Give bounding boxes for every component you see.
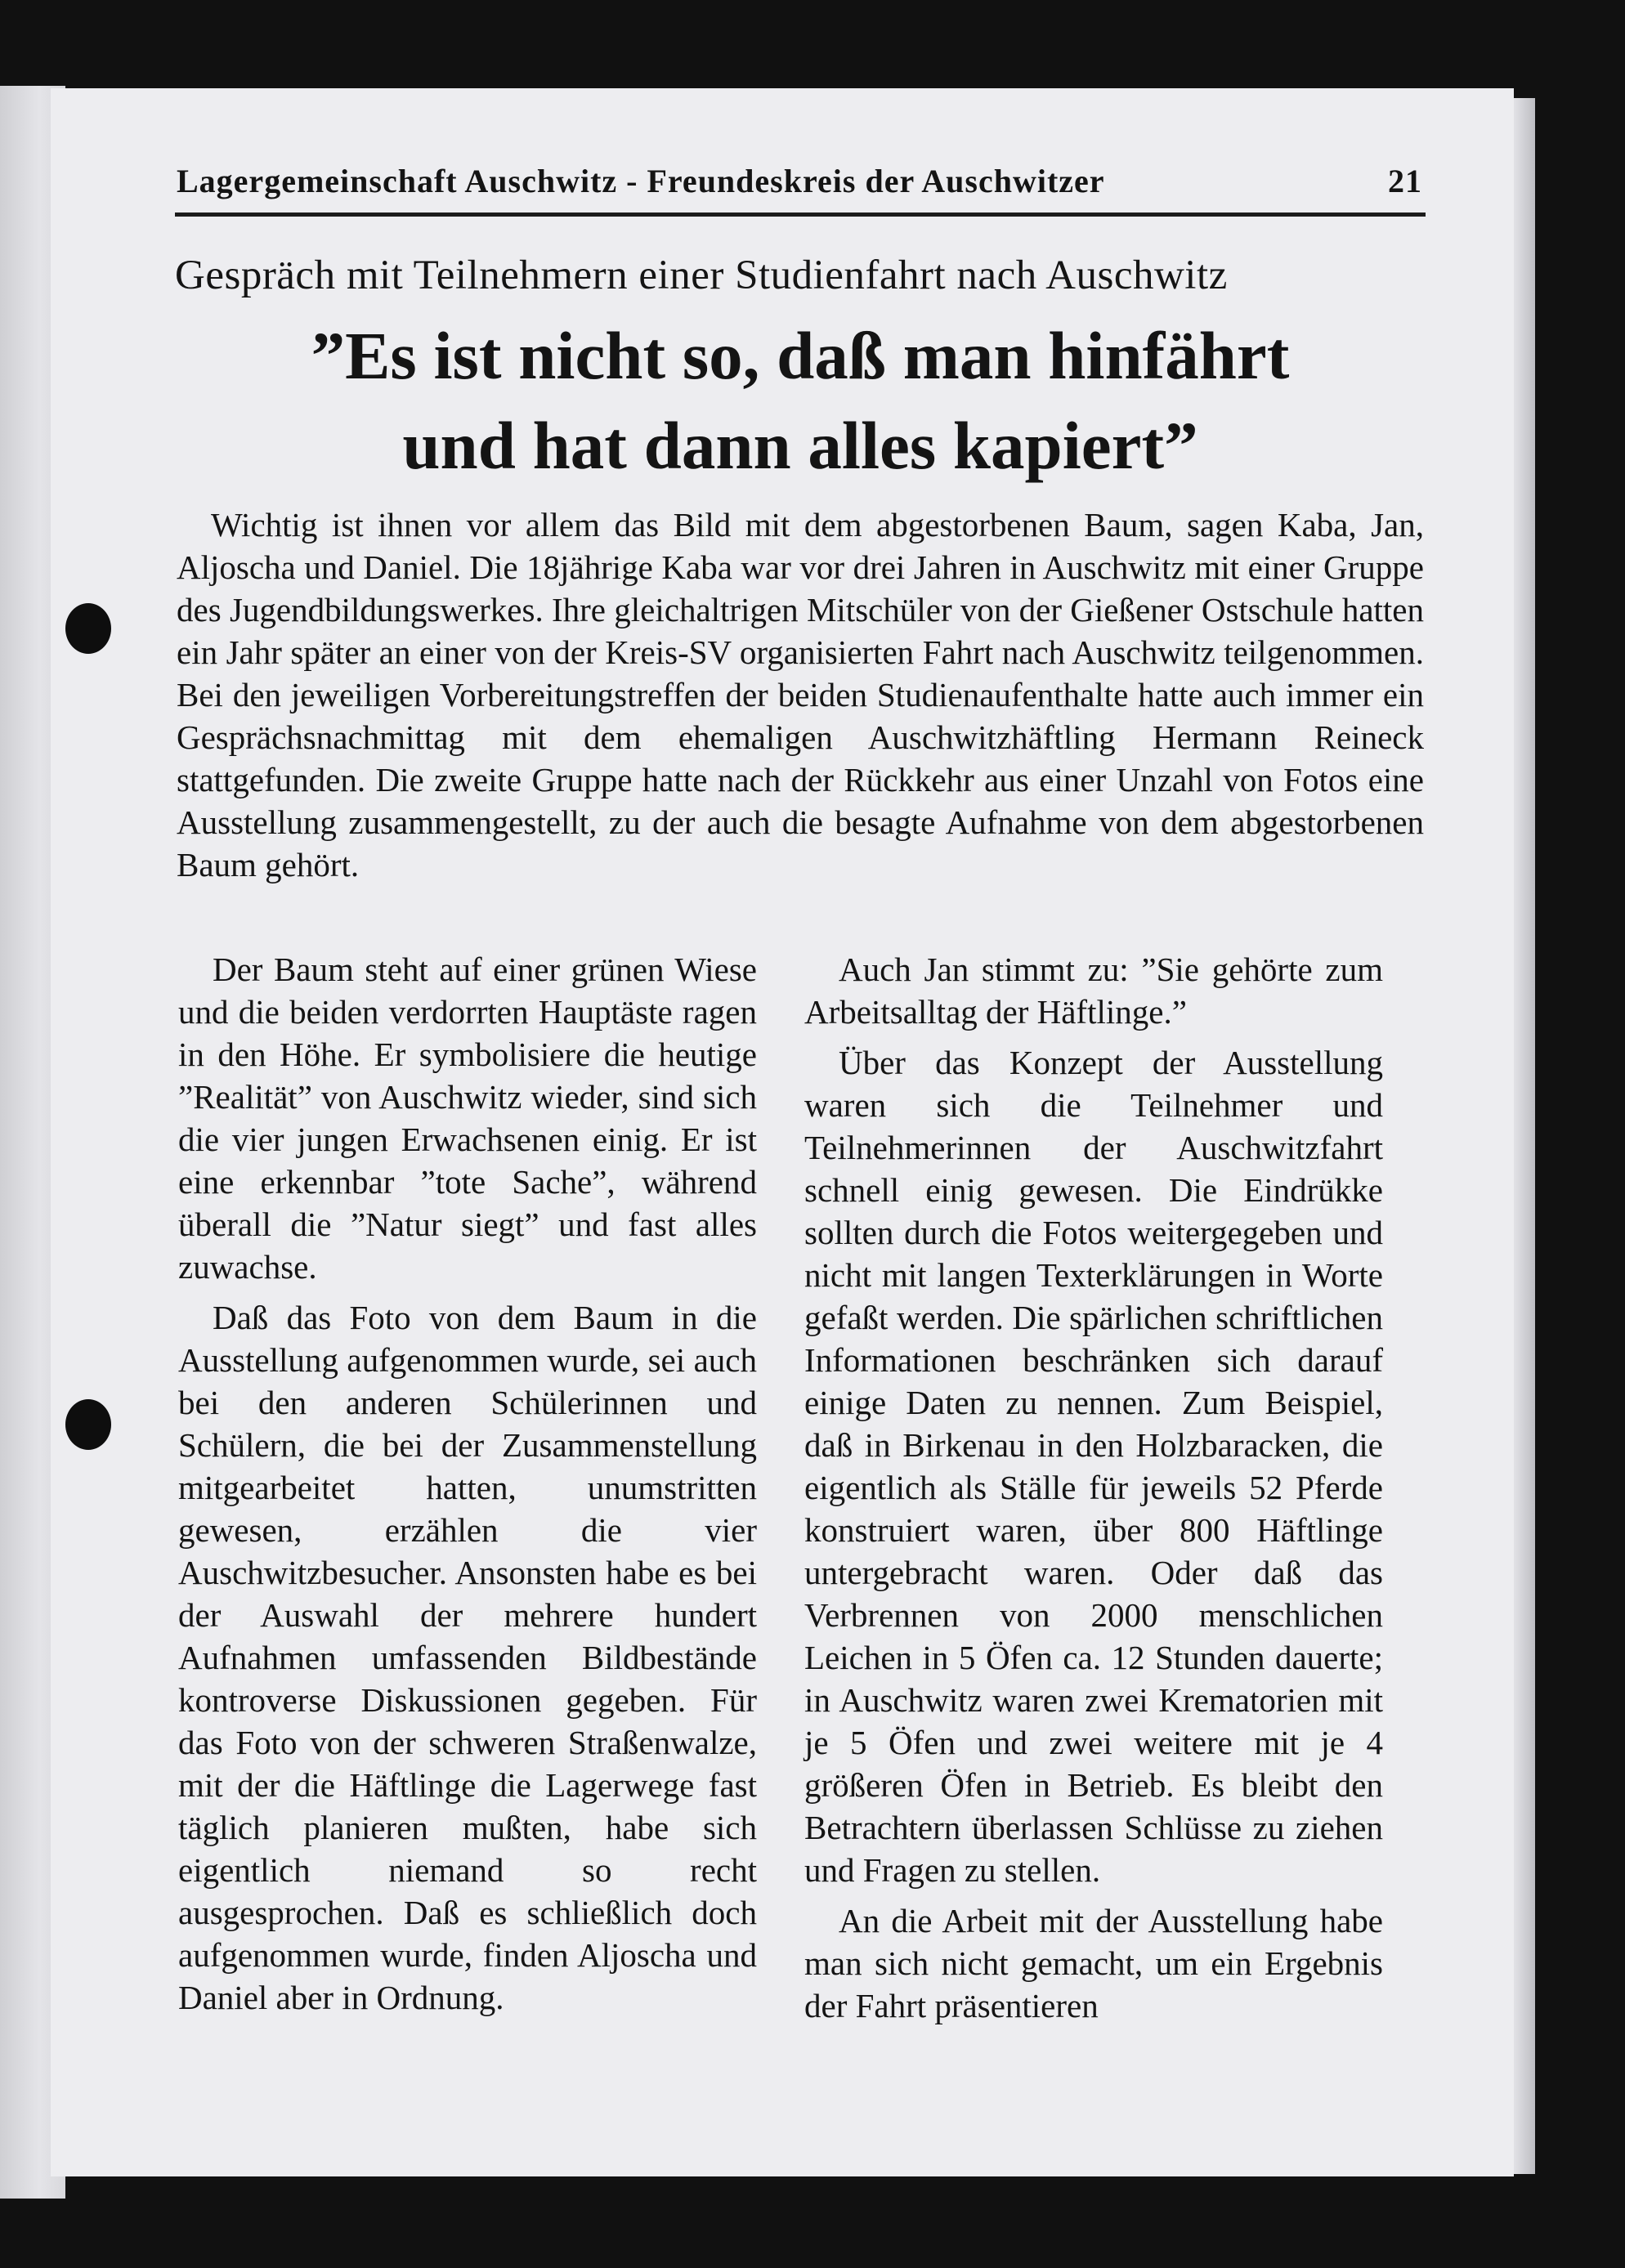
headline-line-2: und hat dann alles kapiert” — [402, 408, 1198, 483]
article-headline — [175, 311, 1426, 490]
paragraph: Daß das Foto von dem Baum in die Ausstellung aufgenommen wurde, sei auch bei den anderen Schülerinnen und Schülern, die bei der Zusammenstellung mitgearbeitet hatten, unumstritten gewesen, erzählen die vier Auschwitzbesucher. Ansonsten habe es bei der Auswahl der mehrere hundert Aufnahmen umfassenden Bildbestände kontroverse Diskussionen gegeben. Für das Foto von der schweren Straßenwalze, mit der die Häftlinge die Lagerwege fast täglich planieren mußten, habe sich eigentlich niemand so recht ausgesprochen. Daß es schließlich doch aufgenommen wurde, finden Aljoscha und Daniel aber in Ordnung. — [178, 1299, 757, 2016]
article-kicker: Gespräch mit Teilnehmern einer Studienfahrt nach Auschwitz — [175, 253, 1228, 298]
article-lead — [177, 503, 1424, 886]
paragraph: Der Baum steht auf einer grünen Wiese und die beiden verdorrten Hauptäste ragen in den Höhe. Er symbolisiere die heutige ”Realität” von Auschwitz wieder, sind sich die vier jungen Erwachsenen einig. Er ist eine erkennbar ”tote Sache”, während überall die ”Natur siegt” und fast alles zuwachse. — [178, 951, 757, 1286]
headline-line-1: ”Es ist nicht so, daß man hinfährt — [311, 318, 1290, 393]
lead-paragraph: Wichtig ist ihnen vor allem das Bild mit dem abgestorbenen Baum, sagen Kaba, Jan, Aljoscha und Daniel. Die 18jährige Kaba war vor drei Jahren in Auschwitz mit einer Gruppe des Jugendbildungswerkes. Ihre gleichaltrigen Mitschüler von der Gießener Ostschule hatten ein Jahr später an einer von der Kreis-SV organisierten Fahrt nach Auschwitz teilgenommen. Bei den jeweiligen Vorbereitungstreffen der beiden Studienaufenthalte hatte auch immer ein Gesprächsnachmittag mit dem ehemaligen Auschwitzhäftling Hermann Reineck stattgefunden. Die zweite Gruppe hatte nach der Rückkehr aus einer Unzahl von Fotos eine Ausstellung zusammengestellt, zu der auch die besagte Aufnahme von dem abgestorbenen Baum gehört. — [177, 506, 1424, 883]
running-head-title: Lagergemeinschaft Auschwitz - Freundeskreis der Auschwitzer — [177, 163, 1105, 199]
running-head — [177, 162, 1422, 200]
paragraph: Auch Jan stimmt zu: ”Sie gehörte zum Arbeitsalltag der Häftlinge.” — [804, 951, 1383, 1031]
punch-hole — [65, 1399, 111, 1450]
right-column — [804, 948, 1383, 2035]
paragraph: An die Arbeit mit der Ausstellung habe man sich nicht gemacht, um ein Ergebnis der Fahrt präsentieren — [804, 1902, 1383, 2024]
left-column — [178, 948, 757, 2027]
page-number: 21 — [1388, 163, 1422, 199]
paragraph: Über das Konzept der Ausstellung waren sich die Teilnehmer und Teilnehmerinnen der Auschwitzfahrt schnell einig gewesen. Die Eindrükke sollten durch die Fotos weitergegeben und nicht mit langen Texterklärungen in Worte gefaßt werden. Die spärlichen schriftlichen Informationen beschränken sich darauf einige Daten zu nennen. Zum Beispiel, daß in Birkenau in den Holzbaracken, die eigentlich als Ställe für jeweils 52 Pferde konstruiert waren, über 800 Häftlinge untergebracht waren. Oder daß das Verbrennen von 2000 menschlichen Leichen in 5 Öfen ca. 12 Stunden dauerte; in Auschwitz waren zwei Krematorien mit je 5 Öfen und zwei weitere mit je 4 größeren Öfen in Betrieb. Es bleibt den Betrachtern überlassen Schlüsse zu ziehen und Fragen zu stellen. — [804, 1044, 1383, 1889]
header-rule — [175, 212, 1426, 217]
page-edge — [1514, 98, 1535, 2174]
document-page — [51, 88, 1514, 2176]
punch-hole — [65, 603, 111, 654]
